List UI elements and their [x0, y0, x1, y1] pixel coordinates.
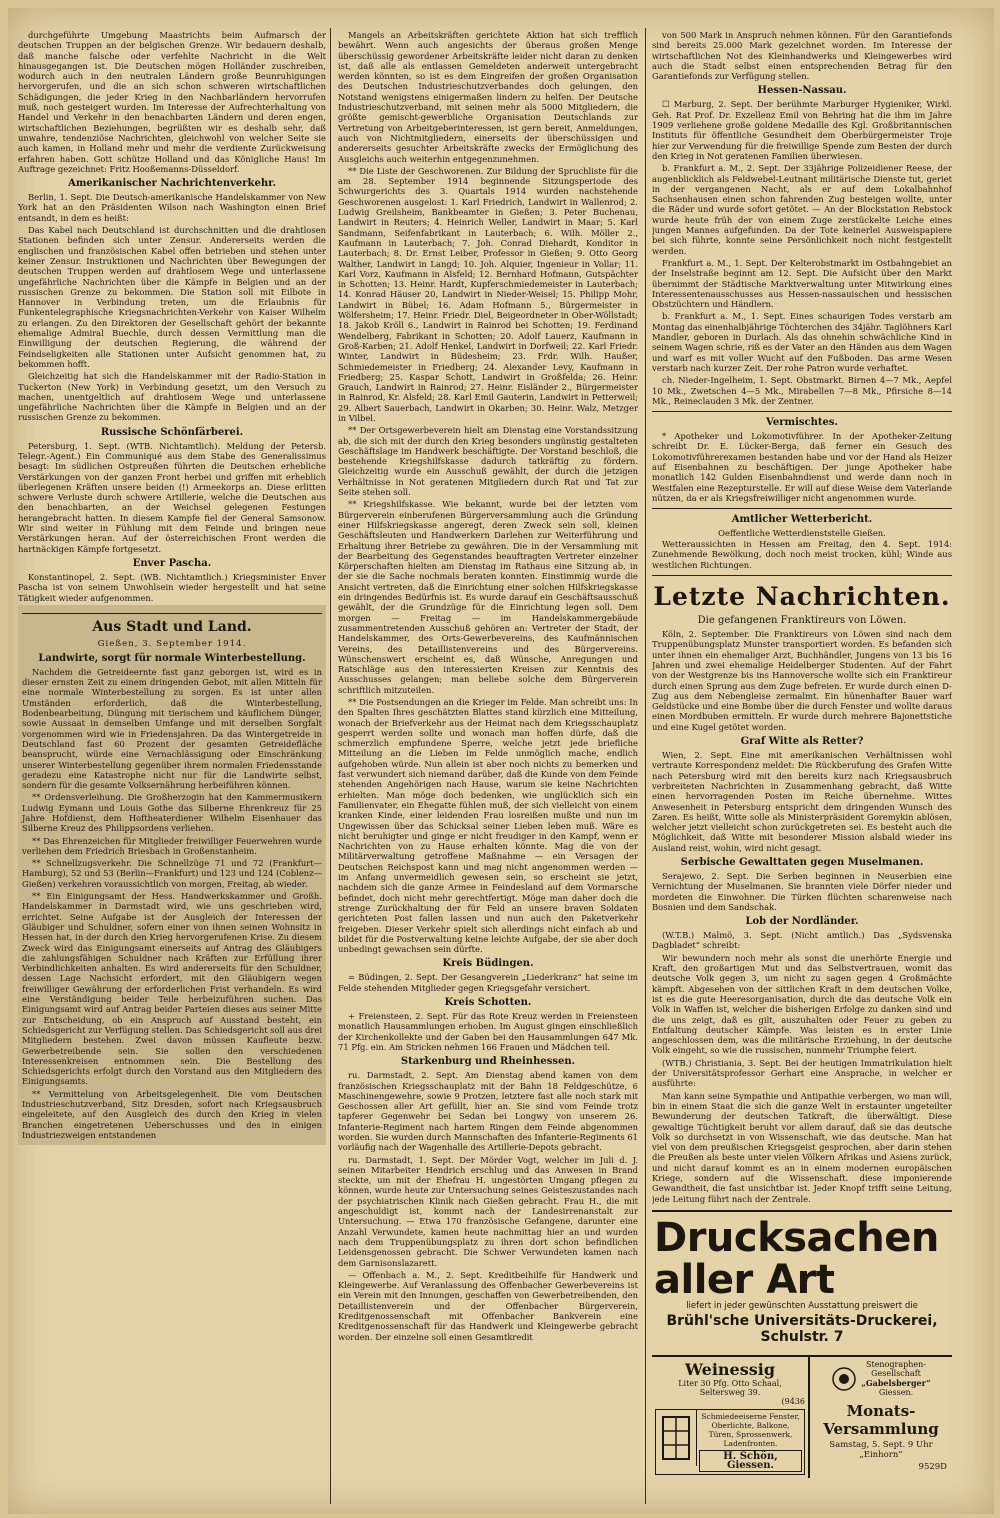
article-text: Konstantinopel, 2. Sept. (WB. Nichtamtlich.) Kriegsminister Enver Pascha ist von seinem Unwohlsein wieder hergestellt und hat seine Tätigkeit wieder aufgenommen.: [18, 571, 326, 603]
headline-lob-nordlaender: Lob der Nordländer.: [745, 916, 859, 928]
newspaper-page: [8, 8, 994, 1514]
column-1: [18, 30, 326, 1145]
article-text: ru. Darmstadt, 2. Sept. Am Dienstag abend kamen von dem französischen Kriegsschauplatz mit der Bahn 18 Feldgeschütze, 6 Maschinengewehre, sowie 9 Protzen, letztere fast alle noch stark mit Geschossen aller Art gefüllt, hier an. Sie sind vom Feinde trotz tapferer Gegenwehr bei Sedan bei Longwy von unserem 26. Infanterie-Regiment nach hartem Ringen dem Feinde abgenommen worden. Sie wurden durch Mannschaften des Infanterie-Regiments 61 vorläufig nach der Wagenhalle des Artillerie-Depots gebracht.: [338, 1070, 638, 1153]
article-text: Berlin, 1. Sept. Die Deutsch-amerikanische Handelskammer von New York hat an den Präsidenten Wilson nach Washington einen Brief entsandt, in dem es heißt:: [18, 192, 326, 223]
headline-wetterbericht: Amtlicher Wetterbericht.: [731, 514, 873, 526]
article-text: ** Das Ehrenzeichen für Mitglieder freiwilliger Feuerwehren wurde verliehen dem Friedrich Briesbach in Großenstanheim.: [22, 835, 322, 856]
article-text: b. Frankfurt a. M., 1. Sept. Eines schaurigen Todes verstarb am Montag das einenhalbjährige Töchterchen des 34jähr. Taglöhners Karl Mandler, geboren in Durlach. Als das ohnehin schwächliche Kind in seinem Wagen schrie, riß es der Vater an den Händen aus dem Wagen und warf es mit voller Wucht auf den Fußboden. Das arme Wesen verstarb nach kurzer Zeit. Der rohe Patron wurde verhaftet.: [652, 311, 952, 373]
article-text: + Freiensteen, 2. Sept. Für das Rote Kreuz werden in Freiensteen monatlich Hausammlungen erhoben. Im August gingen einschließlich der Kirchenkollekte und der Gaben bei den Hausammlungen 647 Mk. 71 Pfg. ein. Am Stricken nehmen 166 Frauen und Mädchen teil.: [338, 1011, 638, 1052]
article-text: Wien, 2. Sept. Eine mit amerikanischen Verhältnissen wohl vertraute Korrespondenz meldet: Die Rückberufung des Grafen Witte nach Petersburg wird mit den bereits kurz nach Kriegsausbruch verbreiteten Nachrichten in Zusammenhang gebracht, daß Witte einen hervorragenden Posten im Reiche übernehme. Wittes Anwesenheit in Petersburg entspricht dem dringenden Wunsch des Zaren. Es heißt, Witte solle als Ministerpräsident Goremykin ablösen, welcher jetzt vielleicht schon zurückgetreten sei. Es besteht auch die Möglichkeit, daß Witte mit besonderer Mission alsbald wieder ins Ausland reist, wohin, wird nicht gesagt.: [652, 750, 952, 853]
article-text: ch. Nieder-Ingelheim, 1. Sept. Obstmarkt. Birnen 4—7 Mk., Aepfel 10 Mk., Zwetschen 4—5 Mk., Mirabellen 7—8 Mk., Pfirsiche 8—14 Mk., Reineclauden 3 Mk. der Zentner.: [652, 375, 952, 406]
headline-franktireurs: Die gefangenen Franktireurs von Löwen.: [697, 615, 907, 627]
article-text: = Büdingen, 2. Sept. Der Gesangverein „Liederkranz“ hat seine im Felde stehenden Mitglieder gegen Kriegsgefahr versichert.: [338, 972, 638, 993]
article-text: (WTB.) Christiania, 3. Sept. Bei der heutigen Immatrikulation hielt der Universitätsprofessor Gerhart eine Ansprache, in welcher er ausführte:: [652, 1057, 952, 1089]
article-text: Wir bewundern noch mehr als sonst die unerhörte Energie und Kraft, den großartigen Mut und das Selbstvertrauen, womit das deutsche Volk gegen 3, um nicht zu sagen gegen 4 Großmächte kämpft. Abgesehen von der sittlichen Kraft in dem deutschen Volke, ist es die gute Heeresorganisation, durch die das deutsche Volk ein Volk in Waffen ist, welcher die bisherigen Erfolge zu danken sind und die uns zeigt, daß es gilt, auszuhalten oder Feuer zu geben zu Entfaltung deutscher Kämpfe. Was leisten es in erster Linie angeschlossen dem, was die militärische Erziehung, in der deutsche Volk eingeht, so wie die russischen, nunmehr Triumphe feiert.: [652, 952, 952, 1056]
advertisement-row: [652, 1355, 952, 1478]
steno-number: 9529D: [918, 1461, 947, 1472]
article-text: von 500 Mark in Anspruch nehmen können. Für den Garantiefonds sind bereits 25.000 Mark gezeichnet worden. Im Interesse der wirtschaftlichen Not des Kleinhandwerks und Kleingewerbes wird auch die Stadt selbst einen entsprechenden Betrag für den Garantiefonds zur Verfügung stellen.: [652, 30, 952, 82]
dateline: Gießen, 3. September 1914.: [97, 638, 247, 649]
article-text: ** Der Ortsgewerbeverein hielt am Dienstag eine Vorstandssitzung ab, die sich mit der durch den Krieg besonders ungünstig gestalteten Geschäftslage im Handwerk beschäftigte. Der Vorstand beschloß, die bestehende Kriegshilfskasse dadurch tatkräftig zu fördern. Gleichzeitig wurde ein Ausschuß gewählt, der durch die jetzigen Verhältnisse in Not geratenen Mitgliedern durch Rat und Tat zur Seite stehen soll.: [338, 425, 638, 498]
article-text: ** Die Postsendungen an die Krieger im Felde. Man schreibt uns: In den Spalten Ihres geschätzten Blattes stand kürzlich eine Mitteilung, wonach der Briefverkehr aus der Heimat nach dem Kriegsschauplatz gesperrt werden sollte und wonach man hoffen dürfe, daß die schmerzlich empfundene Sperre, welche jetzt jede briefliche Mitteilung an die Lieben im Felde unmöglich mache, endlich aufgehoben würde. Nun allein ist aber noch nichts zu bemerken und fast verwundert sich niemand darüber, daß die Kunde von dem Feinde stehenden Angehörigen nach Hause, warum sie keine Nachrichten erhielten. Man möge doch bedenken, wie unglücklich sich ein Familienvater, ein Ehegatte fühlen muß, der sich vielleicht von einem kranken Kinde, einer leidenden Frau losreißen mußte und nun im Ungewissen über das Schicksal seiner Lieben leben muß. Wäre es nicht beruhigter und ginge er nicht freudiger in den Kampf, wenn er Nachrichten von zu Hause erhalten könnte. Mag die von der Militärverwaltung getroffene Maßnahme — ein Versagen der Deutschen Reichspost kann und mag nicht angenommen werden — im Anfang unvermeidlich gewesen sein, so erscheint sie jetzt, nachdem sich die ganze Armee in Feindesland auf dem Vormarsche befindet, doch nicht mehr gerechtfertigt. Möge man daher doch die strenge Zurückhaltung der für Feld an unsere braven Soldaten gerichteten Post fallen lassen und nun auch den Paketverkehr freigeben. Dieser Verkehr spielt sich allerdings nicht einfach ab und bildet für die Postverwaltung keine leichte Aufgabe, der sie aber doch unbedingt gewachsen sein dürfte.: [338, 697, 638, 955]
ad-shop-text: Schmiedeeiserne Fenster, Oberlichte, Balkone, Türen, Sprossenwerk, Ladenfronten.: [701, 1411, 800, 1448]
section-title-letzte-nachrichten: Letzte Nachrichten.: [653, 582, 951, 612]
section-title-stadt-land: Aus Stadt und Land.: [92, 618, 252, 635]
headline-landwirte: Landwirte, sorgt für normale Winterbestellung.: [38, 652, 306, 664]
headline-vermischtes: Vermischtes.: [766, 417, 838, 429]
ad-wein-title: Weinessig: [684, 1359, 775, 1379]
article-text: ru. Darmstadt, 1. Sept. Der Mörder Vogt, welcher im Juli d. J. seinen Mitarbeiter Hendrich erschlug und das Anwesen in Brand steckte, um mit der Ehefrau H. ungestörten Umgang pflegen zu können, wurde heute zur Untersuchung seines Geisteszustandes nach der psychiatrischen Klinik nach Gießen gebracht. Frau H., die mit angeschuldigt ist, kommt nach der Landesirrenanstalt zur Untersuchung. — Etwa 170 französische Gefangene, darunter eine Anzahl Verwundete, kamen heute nachmittag hier an und wurden nach dem Truppenübungsplatz zu ihren dort schon befindlichen Leidensgenossen gebracht. Die Schwer Verwundeten kamen nach dem Garnisonslazarett.: [338, 1154, 638, 1268]
column-2: [338, 30, 638, 1344]
steno-line2: Gesellschaft: [871, 1369, 921, 1379]
article-text: Köln, 2. September. Die Franktireurs von Löwen sind nach dem Truppenübungsplatz Munster transportiert worden. Es befanden sich unter ihnen ein ehemaliger Arzt, Buchhändler, Jungens von 13 bis 16 Jahren und zwei ehemalige Heidelberger Studenten. Auf der Fahrt von der Westgrenze bis ins Hannoversche wollte sich ein Franktireur durch einen Sprung aus dem Zuge befreien. Er wurde durch einen D-Zug aus dem Nebengleise zermalmt. Ein hünenhafter Bauer warf Geldstücke und eine Bombe über die durch Fenster und wollte daraus einen Mordbuben ermitteln. Er wurde durch mehrere Bajonettstiche und eine Kugel getötet worden.: [652, 629, 952, 732]
steno-line1: Stenographen-: [866, 1359, 926, 1369]
headline-budingen: Kreis Büdingen.: [442, 958, 534, 970]
article-text: ** Kriegshilfskasse. Wie bekannt, wurde bei der letzten vom Bürgerverein einberufenen Bürgerversammlung auch die Gründung einer Hilfskriegskasse angeregt, deren Zweck sein soll, kleinen Geschäftsleuten und Handwerkern Darlehen zur Weiterführung und Erhaltung ihrer Betriebe zu gewähren. Die in der Versammlung mit der Bearbeitung des Gegenstandes beauftragten Vertreter einzelner Körperschaften hielten am Dienstag im Rathaus eine Sitzung ab, in der sie die Sache nochmals beraten konnten. Einstimmig wurde die Ansicht vertreten, daß die Einrichtung einer solchen Hilfskriegskasse ein dringendes Bedürfnis ist. Es wurde darauf ein Geschäftsausschuß gewählt, der die Grundzüge für die Einrichtung legen soll. Dem morgen — Freitag — im Handelskammergebäude zusammentretenden Ausschuß gehören an: Vertreter der Stadt, der Handelskammer, des Orts-Gewerbevereins, des Kaufmännischen Vereins, des Detaillistenvereins und des Bürgervereins. Wünschenswert erscheint es, daß Wünsche, Anregungen und Ratschläge aus den interessierten Kreisen zur Kenntnis des Ausschusses gelangen; man beliebe solche dem Bürgerverein schriftlich mitzuteilen.: [338, 499, 638, 695]
article-text: Wetteraussichten in Hessen am Freitag, den 4. Sept. 1914: Zunehmende Bewölkung, doch noch meist trocken, kühl; Winde aus westlichen Richtungen.: [652, 539, 952, 570]
steno-city: Giessen.: [878, 1388, 914, 1398]
ad-druck-subline: liefert in jeder gewünschten Ausstattung preiswert die: [686, 1300, 918, 1311]
steno-headline: Monats-Versammlung: [823, 1401, 939, 1438]
ad-druck-address: Brühl'sche Universitäts-Druckerei, Schulstr. 7: [666, 1312, 938, 1345]
divider: [652, 508, 952, 509]
article-text: Frankfurt a. M., 1. Sept. Der Kelterobstmarkt im Ostbahngebiet an der Inselstraße beginnt am 12. Sept. Die Aufsicht über den Markt übernimmt der Städtische Marktverwaltung unter Mitwirkung eines Interessentenausschusses aus Hessen-nassauischen und hessischen Obstzüchtern und Händlern.: [652, 257, 952, 310]
column-rule: [330, 28, 331, 1504]
steno-header: [815, 1360, 947, 1398]
ad-shop-text-block: [697, 1410, 804, 1474]
advertisement-schoen: [655, 1409, 805, 1475]
steno-date: Samstag, 5. Sept. 9 Uhr „Einhorn“: [829, 1439, 933, 1460]
article-text: Petersburg, 1. Sept. (WTB. Nichtamtlich). Meldung der Petersb. Telegr.-Agent.) Ein Communiqué aus dem Stabe des Generalissimus besagt: Im südlichen Ostpreußen führten die Deutschen erhebliche Verstärkungen von der ganzen Front herbei und griffen mit erheblich überlegenen Kräften unsere beiden (!) Armeekorps an. Diese erlitten schwere Verluste durch schwere Artillerie, welche die Deutschen aus den benachbarten, an der Weichsel gelegenen Festungen herangebracht hatten. In diesem Kampfe fiel der General Samsonow. Wir sind weiter in Fühlung mit dem Feinde und bringen neue Verstärkungen heran. Auf der österreichischen Front werden die hartnäckigen Kämpfe fortgesetzt.: [18, 440, 326, 554]
article-text: ☐ Marburg, 2. Sept. Der berühmte Marburger Hygieniker, Wirkl. Geh. Rat Prof. Dr. Exzellenz Emil von Behring hat die ihm im Jahre 1909 verliehene große goldene Medaille des Kgl. Großbritannischen Instituts für öffentliche Gesundheit dem Oberbürgermeister Troje hier zur Verwendung für die freiwillige Spende zum Besten der durch den Krieg in Not geratenen Familien überwiesen.: [652, 99, 952, 161]
article-text: ** Schnellzugsverkehr. Die Schnellzüge 71 und 72 (Frankfurt—Hamburg), 52 und 53 (Berlin—Frankfurt) und 123 und 124 (Coblenz—Gießen) verkehren voraussichtlich von morgen, Freitag, ab wieder.: [22, 858, 322, 889]
article-text: Gleichzeitig hat sich die Handelskammer mit der Radio-Station in Tuckerton (New York) in Verbindung gesetzt, um den Versuch zu machen, unentgeltlich auf drahtlosem Wege und unterlassene ungefährliche Nachrichten über die Kämpfe in Belgien und an der russischen Grenze zu bekommen.: [18, 371, 326, 423]
article-text: Man kann seine Sympathie und Antipathie verbergen, wo man will, bin in einem Staat die sich die ganze Welt in erstaunter ungeteilter Bewunderung der deutschen Tatkraft, die überwältigt. Diese gewaltige Tüchtigkeit beruht vor allem darauf, daß sie das deutsche Volk so durchsetzt in von Wissenschaft, wie das deutsche. Man hat viel von dem preußischen Kriegsgeist gesprochen, aber darin stehen die Preußen als beste unter vielen Völkern Afrikas und Asiens zurück, und nicht darauf kommt es an in einem modernen europäischen Kriege, sondern auf die Wissenschaft. diese imponierende Gewandtheit, die fast unsichtbar ist. Jeder Knopf trifft seine Leitung, jede Leitung führt nach der Zentrale.: [652, 1090, 952, 1204]
article-text: Das Kabel nach Deutschland ist durchschnitten und die drahtlosen Stationen befinden sich unter Zensur. Andererseits werden die englischen und französischen Kabel offen betrieben und stehen unter keiner Zensur. Instruktionen und Nachrichten über Bewegungen der deutschen Truppen werden auf drahtlosem Wege und unterlassene ungefährliche Nachrichten über die Kämpfe in Belgien und an der russischen Grenze zu bekommen. Die Station soll mit Eilbote in Hannover in Verbindung treten, um die Erlaubnis für Funkentelegraphische Kriegsnachrichten-Verkehr von Kaiser Wilhelm zu erlangen. Zu den Direktoren der Gesellschaft gehört der bekannte ehemalige Admiral Buechle, durch dessen Vermittlung man die Einwilligung der deutschen Regierung, die während der Feindseligkeiten alle Stationen unter Aufsicht genommen hat, zu bekommen hofft.: [18, 225, 326, 369]
emblem-icon: [831, 1366, 857, 1392]
ad-druck-headline: Drucksachen aller Art: [654, 1214, 939, 1303]
article-text: ** Ordensverleihung. Die Großherzogin hat den Kammermusikern Ludwig Eymann und Louis Gothe das Silberne Ehrenkreuz für 25 Jahre Hofdienst, dem Hoftheaterdiener Wilhelm Eisenhauer das Silberne Kreuz des Philippsordens verliehen.: [22, 792, 322, 834]
headline-hessen-nassau: Hessen-Nassau.: [757, 85, 847, 97]
ad-wein-text: Liter 30 Pfg. Otto Schaal, Seltersweg 39.: [678, 1378, 782, 1397]
ad-wein-number: (9436: [781, 1396, 805, 1406]
divider: [22, 613, 322, 614]
divider: [652, 575, 952, 576]
article-text: ** Die Liste der Geschworenen. Zur Bildung der Spruchliste für die am 28. September 1914 beginnende Sitzungsperiode des Schwurgerichts des 3. Quartals 1914 wurden nachstehende Geschworenen ausgelost: 1. Karl Friedrich, Landwirt in Wallenrod; 2. Ludwig Greilsheim, Bankbeamter in Gießen; 3. Peter Buchenau, Landwirt in Reuters; 4. Heinrich Weller, Landwirt in Maar; 5. Karl Sandmann, Seifenfabrikant in Lauterbach; 6. Wilh. Möller 2., Kaufmann in Lauterbach; 7. Joh. Conrad Diehardt, Konditor in Lauterbach; 8. Dr. Ernst Leiber, Professor in Gießen; 9. Otto Georg Walther, Landwirt in Langd; 10. Joh. Alquier, Ingenieur in Vollar; 11. Karl Vorz, Kaufmann in Alsfeld; 12. Bernhard Hofmann, Gutspächter in Schotten; 13. Heinr. Hardt, Kupferschmiedemeister in Lauterbach; 14. Konrad Häuser 20, Landwirt in Nieder-Weisel; 15. Philipp Mohr, Landwirt in Bübel; 16. Adam Hofmann 5., Bürgermeister in Wölfersheim; 17. Heinr. Friedr. Diel, Beigeordneter in Ober-Wöllstadt; 18. Jakob Kröll 6., Landwirt in Rainrod bei Schotten; 19. Ferdinand Wendelberg, Fabrikant in Schotten; 20. Adolf Lauerz, Kaufmann in Groß-Karben; 21. Adolf Henkel, Landwirt in Dorfweil; 22. Karl Friedr. Winter, Landwirt in Büdesheim; 23. Frdr. Wilh. Haußer, Schmiedemeister in Friedberg; 24. Alexander Levy, Kaufmann in Friedberg; 25. Kaspar Schott, Landwirt in Großfelda; 26. Heinr. Grauch, Landwirt in Rainrod; 27. Heinr. Eisländer 2., Bürgermeister in Rainrod, Kr. Alsfeld; 28. Karl Emil Gauterin, Landwirt in Petterweil; 29. Albert Sauerbach, Landwirt in Okarben; 30. Heinr. Walz, Metzger in Vilbel.: [338, 165, 638, 423]
window-icon: [656, 1410, 697, 1466]
article-text: b. Frankfurt a. M., 2. Sept. Der 33jährige Polizeidiener Reese, der augenblicklich als Feldwebel-Leutnant militärische Dienste tut, geriet in der vergangenen Nacht, als er auf dem Lokalbahnhof Sachsenhausen einen schon fahrenden Zug besteigen wollte, unter die Räder und wurde sofort getötet. — An der Blockstation Rebstock wurde heute früh der von einem Zuge zerstückelte Leiche eines jungen Mannes aufgefunden. Da der Tote keinerlei Ausweispapiere bei sich führte, konnte seine Persönlichkeit noch nicht festgestellt werden.: [652, 163, 952, 256]
steno-name: „Gabelsberger“: [861, 1377, 931, 1388]
local-news-section: [18, 605, 326, 1145]
headline-starkenburg: Starkenburg und Rheinhessen.: [400, 1056, 576, 1068]
ad-shop-name: H. Schön, Giessen.: [699, 1450, 802, 1472]
advertisement-weinessig: [652, 1357, 810, 1478]
steno-titles: [861, 1360, 931, 1398]
column-rule: [645, 28, 646, 1504]
article-text: — Offenbach a. M., 2. Sept. Kreditbeihilfe für Handwerk und Kleingewerbe. Auf Veranlassung des Offenbacher Gewerbevereins ist ein Verein mit den Innungen, geschaffen von Gewerbetreibenden, den Detaillistenverein und der Offenbacher Bürgerverein, Kreditgenossenschaft mit Offenbacher Bankverein eine Kreditgenossenschaft für das Handwerk und Kleingewerbe gebracht worden. Der einzelne soll einen Gesamtkredit: [338, 1269, 638, 1342]
column-3: [652, 30, 952, 1505]
wetter-subtitle: Oeffentliche Wetterdienststelle Gießen.: [718, 528, 886, 539]
article-text: * Apotheker und Lokomotivführer. In der Apotheker-Zeitung schreibt Dr. E. Lücker-Berga, daß ferner ein Gesuch des Lokomotivführerexamen bestanden habe und vor der Hand als Heizer auf Eisenbahnen zu beschäftigen. Der junge Apotheker habe monatlich 142 Gulden Eisenbahndienst und werde dann noch in Westfalen eine Rezepturstelle. Er will auf diese Weise dem Vaterlande nützen, da er als Kriegsfreiwilliger nicht angenommen wurde.: [652, 431, 952, 503]
article-text: ** Ein Einigungsamt der Hess. Handwerkskammer und Großh. Handelskammer in Darmstadt wird, wie uns geschrieben wird, errichtet. Seine Aufgabe ist der Ausgleich der Interessen der Gläubiger und Schuldner, sofern einer von ihnen seinen Wohnsitz in Hessen hat, in der durch den Krieg hervorgerufenen Krise. Zu diesem Zweck wird das Einigungsamt einerseits auf Antrag des Gläubigers die zahlungsfähigen Schuldner nach Kräften zur Erfüllung ihrer Verbindlichkeiten anhalten. Es wird andererseits für den Schuldner, dessen Lage Nachsicht erfordert, mit den Gläubigern wegen freiwilliger Gewährung der erforderlichen Frist verhandeln. Es wird eine Verständigung beider Teile herbeizuführen suchen. Das Einigungsamt wird auf Antrag beider Parteien dieses aus seiner Mitte zur Entscheidung, ob ein Anspruch auf Ausstand besteht, ein Schiedsgericht zur Verfügung stellen. Das Schiedsgericht soll aus drei Mitgliedern bestehen. Zwei davon müssen Kaufleute bezw. Gewerbetreibende sein. Sie sollen den verschiedenen Interessenkreisen entnommen sein. Die Bestellung des Schiedsgerichts erfolgt durch den Vorstand aus den Mitgliedern des Einigungsamts.: [22, 891, 322, 1087]
headline-witte: Graf Witte als Retter?: [740, 736, 864, 748]
headline-schotten: Kreis Schotten.: [444, 997, 532, 1009]
article-text: Mangels an Arbeitskräften gerichtete Aktion hat sich trefflich bewährt. Wenn auch angesichts der überaus großen Menge überschüssig gewordener Arbeitskräfte leider nicht daran zu denken ist, daß alle als entlassen Gemeldeten anderweit untergebracht werden könnten, so ist es dem Eingreifen der großen Organisation des Deutschen Industrieschutzverbandes doch gelungen, den Notstand wenigstens einigermaßen lindern zu helfen. Der Deutsche Industrieschutzverband, mit seinen mehr als 5000 Mitgliedern, die größte gemischt-gewerbliche Organisation Deutschlands zur Vertretung von Arbeitgeberinteressen, ist gern bereit, Anmeldungen, auch von Nichtmitgliedern, einerseits der überschüssigen und andererseits gesuchter Arbeitskräfte zwecks der Ermöglichung des Ausgleichs auch weiterhin entgegenzunehmen.: [338, 30, 638, 164]
article-text: Serajewo, 2. Sept. Die Serben beginnen in Neuserbien eine Vernichtung der Muselmanen. Sie brannten viele Dörfer nieder und mordeten die Einwohner. Die Türken flüchten scharenweise nach Bosnien und dem Sandschak.: [652, 871, 952, 912]
divider: [652, 411, 952, 412]
headline-amerika: Amerikanischer Nachrichtenverkehr.: [68, 178, 276, 190]
headline-serbische: Serbische Gewalttaten gegen Muselmanen.: [680, 857, 924, 868]
advertisement-druckerei: [652, 1210, 952, 1349]
article-text: (W.T.B.) Malmö, 3. Sept. (Nicht amtlich.) Das „Sydsvenska Dagbladet“ schreibt:: [652, 930, 952, 951]
headline-russisch: Russische Schönfärberei.: [100, 426, 244, 438]
advertisement-stenographen: [810, 1357, 952, 1478]
article-text: durchgeführte Umgebung Maastrichts beim Aufmarsch der deutschen Truppen an der belgischen Grenze. Wir bedauern deshalb, daß manche falsche oder verfehlte Nachricht in die Welt hinausgegangen ist. Die Deutschen mögen Holländer zuschreiben, wodurch auch in den neutralen Ländern große Beunruhigungen hervorgerufen, und die an sich schon schweren wirtschaftlichen Schädigungen, die jeder Krieg in den Nachbarländern hervorrufen muß, noch gesteigert wurden. Im Interesse der Aufrechterhaltung von Handel und Verkehr in den benachbarten Ländern und deren engen, wirtschaftlichen Beziehungen, begrüßten wir es deshalb sehr, daß unwahre, tendenziöse Nachrichten, gleichwohl von welcher Seite sie auch kamen, in Holland mehr und mehr die verdiente Zurückweisung erfahren haben. Gott schütze Holland und das Königliche Haus! Im Auftrage gezeichnet: Fritz Hooßemanns-Düsseldorf.: [18, 30, 326, 174]
article-text: ** Vermittelung von Arbeitsgelegenheit. Die vom Deutschen Industrieschutzverband, Sitz Dresden, sofort nach Kriegsausbruch eingeleitete, auf den Ausgleich des durch den Krieg in vielen Branchen eingetretenen Ueberschusses und des in einigen Industriezweigen entstandenen: [22, 1088, 322, 1140]
article-text: Nachdem die Getreideernte fast ganz geborgen ist, wird es in dieser ernsten Zeit zu einem dringenden Gebot, mit allen Mitteln für eine normale Winterbestellung zu sorgen. Es ist unter allen Umständen erforderlich, daß die Winterbestellung, Bodenbearbeitung, Düngung mit tierischem und käuflichem Dünger, sowie Aussaat in demselben Umfange und mit derselben Sorgfalt vorgenommen wird wie in Friedensjahren. Da das Wintergetreide in Deutschland fast 60 Prozent der gesamten Getreidefläche beansprucht, würde eine Vernachlässigung oder Einschränkung unserer Winterbestellung gegenüber ihrem normalen Friedensstande geradezu eine Katastrophe nicht nur für die Landwirte selbst, sondern für die gesamte Volksernährung herbeiführen können.: [22, 666, 322, 791]
headline-enver: Enver Pascha.: [132, 557, 212, 569]
